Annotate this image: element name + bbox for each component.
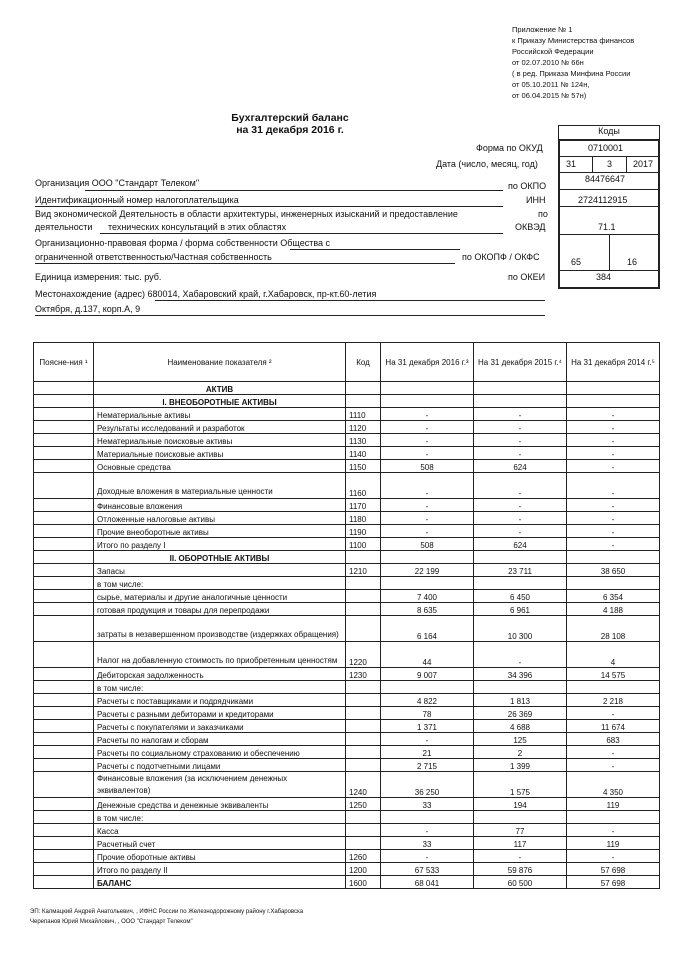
cell-value-a <box>381 811 474 824</box>
address-line-1: Местонахождение (адрес) 680014, Хабаровский край, г.Хабаровск, пр-кт.60-летия <box>35 289 377 299</box>
activity-line-2a: деятельности <box>35 222 93 232</box>
balance-table <box>33 342 660 889</box>
table-row <box>34 408 660 421</box>
cell-value-a: - <box>381 447 474 460</box>
cell-code <box>346 395 381 408</box>
cell-value-b: 1 399 <box>474 759 567 772</box>
cell-value-b: - <box>474 850 567 863</box>
cell-note <box>34 473 94 499</box>
cell-value-a: 36 250 <box>381 772 474 798</box>
cell-name: Расчеты по социальному страхованию и обеспечению <box>94 746 346 759</box>
cell-value-b: - <box>474 434 567 447</box>
cell-code <box>346 382 381 395</box>
cell-code: 1220 <box>346 642 381 668</box>
cell-name: Итого по разделу II <box>94 863 346 876</box>
opf-line-2: ограниченной ответственностью/Частная собственность <box>35 252 272 262</box>
cell-value-a: 2 715 <box>381 759 474 772</box>
okei-label: по ОКЕИ <box>508 272 546 282</box>
table-row <box>34 382 660 395</box>
cell-name: в том числе: <box>94 811 346 824</box>
appendix-line: ( в ред. Приказа Минфина России <box>512 69 631 78</box>
cell-name: Расчеты с поставщиками и подрядчиками <box>94 694 346 707</box>
table-row <box>34 642 660 668</box>
cell-name: Нематериальные активы <box>94 408 346 421</box>
table-row <box>34 538 660 551</box>
cell-value-b: 59 876 <box>474 863 567 876</box>
title-line-2: на 31 декабря 2016 г. <box>236 124 344 136</box>
cell-code <box>346 590 381 603</box>
cell-value-a <box>381 551 474 564</box>
cell-note <box>34 447 94 460</box>
cell-value-a: 4 822 <box>381 694 474 707</box>
table-header-row <box>34 343 660 382</box>
inn-value: 2724112915 <box>578 195 628 205</box>
cell-value-a: 9 007 <box>381 668 474 681</box>
cell-value-a <box>381 577 474 590</box>
cell-note <box>34 512 94 525</box>
cell-value-b: - <box>474 499 567 512</box>
table-row <box>34 720 660 733</box>
cell-code: 1120 <box>346 421 381 434</box>
cell-value-c: - <box>567 707 660 720</box>
cell-value-b: 125 <box>474 733 567 746</box>
cell-code: 1100 <box>346 538 381 551</box>
opf-line-1: Организационно-правовая форма / форма собственности Общества с <box>35 238 331 248</box>
cell-name: в том числе: <box>94 681 346 694</box>
table-row <box>34 746 660 759</box>
cell-code: 1230 <box>346 668 381 681</box>
cell-code: 1110 <box>346 408 381 421</box>
cell-code <box>346 720 381 733</box>
cell-value-a <box>381 382 474 395</box>
cell-code <box>346 577 381 590</box>
cell-value-b: - <box>474 473 567 499</box>
title-line-1: Бухгалтерский баланс <box>231 112 349 124</box>
cell-note <box>34 707 94 720</box>
table-row <box>34 512 660 525</box>
inn-label: Идентификационный номер налогоплательщика <box>35 195 239 205</box>
okved-label-2: ОКВЭД <box>515 222 546 232</box>
cell-value-a: 33 <box>381 837 474 850</box>
cell-note <box>34 590 94 603</box>
cell-code: 1240 <box>346 772 381 798</box>
cell-value-a: 6 164 <box>381 616 474 642</box>
date-label: Дата (число, месяц, год) <box>436 159 538 169</box>
table-row <box>34 564 660 577</box>
cell-name: Материальные поисковые активы <box>94 447 346 460</box>
okpo-value: 84476647 <box>585 174 626 184</box>
table-row <box>34 733 660 746</box>
cell-name: Итого по разделу I <box>94 538 346 551</box>
table-row <box>34 707 660 720</box>
cell-code: 1180 <box>346 512 381 525</box>
cell-value-c: - <box>567 824 660 837</box>
cell-note <box>34 811 94 824</box>
table-row <box>34 616 660 642</box>
cell-value-c: 4 350 <box>567 772 660 798</box>
cell-value-c: - <box>567 759 660 772</box>
cell-value-c <box>567 681 660 694</box>
cell-code: 1600 <box>346 876 381 889</box>
cell-value-a: 1 371 <box>381 720 474 733</box>
cell-name: Расчеты с подотчетными лицами <box>94 759 346 772</box>
cell-value-b: 60 500 <box>474 876 567 889</box>
cell-value-a: 8 635 <box>381 603 474 616</box>
signature-footer <box>30 907 303 927</box>
footer-line-1: ЭП: Калмацкий Андрей Анатольевич, , ИФНС России по Железнодорожному району г.Хабаровска <box>30 909 304 915</box>
cell-value-c: - <box>567 499 660 512</box>
cell-value-c: - <box>567 512 660 525</box>
cell-value-b <box>474 811 567 824</box>
cell-name: затраты в незавершенном производстве (издержках обращения) <box>94 616 346 642</box>
cell-value-c: 119 <box>567 837 660 850</box>
okud-label: Форма по ОКУД <box>476 143 543 153</box>
header-2014: На 31 декабря 2014 г.⁵ <box>567 343 660 382</box>
org-label-text: Организация <box>35 178 90 188</box>
cell-name: Нематериальные поисковые активы <box>94 434 346 447</box>
cell-code <box>346 694 381 707</box>
cell-note <box>34 616 94 642</box>
table-row <box>34 460 660 473</box>
cell-name: Дебиторская задолженность <box>94 668 346 681</box>
okei-value: 384 <box>596 272 612 282</box>
table-row <box>34 863 660 876</box>
cell-value-b: 1 575 <box>474 772 567 798</box>
cell-value-c <box>567 811 660 824</box>
cell-note <box>34 603 94 616</box>
inn-code-label: ИНН <box>526 195 546 205</box>
table-row <box>34 694 660 707</box>
cell-name: Основные средства <box>94 460 346 473</box>
date-month: 3 <box>607 159 613 169</box>
cell-value-a: 68 041 <box>381 876 474 889</box>
cell-name: Прочие внеоборотные активы <box>94 525 346 538</box>
cell-value-b: 117 <box>474 837 567 850</box>
cell-value-b: - <box>474 512 567 525</box>
table-row <box>34 668 660 681</box>
cell-name: БАЛАНС <box>94 876 346 889</box>
cell-value-a <box>381 395 474 408</box>
cell-note <box>34 421 94 434</box>
cell-code <box>346 824 381 837</box>
cell-code: 1210 <box>346 564 381 577</box>
cell-value-b: 34 396 <box>474 668 567 681</box>
cell-code: 1170 <box>346 499 381 512</box>
cell-note <box>34 694 94 707</box>
appendix-line: к Приказу Министерства финансов <box>512 36 635 45</box>
cell-note <box>34 408 94 421</box>
cell-value-b: 6 961 <box>474 603 567 616</box>
table-row <box>34 395 660 408</box>
table-row <box>34 811 660 824</box>
cell-note <box>34 499 94 512</box>
cell-value-b <box>474 577 567 590</box>
cell-value-b: 6 450 <box>474 590 567 603</box>
cell-note <box>34 382 94 395</box>
cell-code <box>346 837 381 850</box>
header-code: Код <box>346 343 381 382</box>
cell-note <box>34 746 94 759</box>
cell-value-b: 4 688 <box>474 720 567 733</box>
footer-line-2: Черепанов Юрий Михайлович, , ООО "Стандарт Телеком" <box>30 919 193 925</box>
cell-code: 1200 <box>346 863 381 876</box>
cell-value-b: 77 <box>474 824 567 837</box>
cell-note <box>34 850 94 863</box>
cell-name: Отложенные налоговые активы <box>94 512 346 525</box>
cell-value-a: 22 199 <box>381 564 474 577</box>
cell-value-b: - <box>474 642 567 668</box>
cell-value-b: 624 <box>474 460 567 473</box>
cell-value-c: - <box>567 408 660 421</box>
cell-value-c: 57 698 <box>567 863 660 876</box>
cell-value-b: - <box>474 525 567 538</box>
cell-note <box>34 772 94 798</box>
cell-code: 1260 <box>346 850 381 863</box>
cell-code: 1130 <box>346 434 381 447</box>
org-label <box>35 178 199 188</box>
cell-value-c: 4 <box>567 642 660 668</box>
activity-line-1: Вид экономической Деятельность в области архитектуры, инженерных изысканий и предоставление <box>35 209 458 219</box>
cell-value-b: - <box>474 408 567 421</box>
table-row <box>34 577 660 590</box>
table-row <box>34 525 660 538</box>
cell-value-c <box>567 382 660 395</box>
okud-value: 0710001 <box>588 143 624 153</box>
cell-value-c: - <box>567 421 660 434</box>
cell-code <box>346 551 381 564</box>
cell-name: Расчеты по налогам и сборам <box>94 733 346 746</box>
cell-code: 1140 <box>346 447 381 460</box>
cell-code: 1160 <box>346 473 381 499</box>
cell-value-a: - <box>381 499 474 512</box>
cell-value-c: 6 354 <box>567 590 660 603</box>
cell-value-c: 119 <box>567 798 660 811</box>
cell-code: 1150 <box>346 460 381 473</box>
cell-name: Прочие оборотные активы <box>94 850 346 863</box>
table-row <box>34 837 660 850</box>
okved-label-1: по <box>538 209 548 219</box>
cell-value-a: 508 <box>381 538 474 551</box>
cell-value-a: - <box>381 434 474 447</box>
cell-value-c <box>567 551 660 564</box>
cell-name: I. ВНЕОБОРОТНЫЕ АКТИВЫ <box>94 395 346 408</box>
cell-value-c: 2 218 <box>567 694 660 707</box>
table-row <box>34 772 660 798</box>
okfs-value: 16 <box>627 257 638 267</box>
cell-note <box>34 876 94 889</box>
org-name: ООО "Стандарт Телеком" <box>91 178 200 188</box>
table-row <box>34 759 660 772</box>
cell-value-c: - <box>567 460 660 473</box>
appendix-line: Российской Федерации <box>512 47 594 56</box>
cell-value-a: 33 <box>381 798 474 811</box>
table-row <box>34 824 660 837</box>
table-row <box>34 551 660 564</box>
cell-note <box>34 577 94 590</box>
cell-value-a: 78 <box>381 707 474 720</box>
cell-note <box>34 863 94 876</box>
cell-code <box>346 681 381 694</box>
cell-name: Запасы <box>94 564 346 577</box>
cell-note <box>34 460 94 473</box>
table-row <box>34 421 660 434</box>
cell-note <box>34 668 94 681</box>
cell-name: Денежные средства и денежные эквиваленты <box>94 798 346 811</box>
cell-value-c: 14 575 <box>567 668 660 681</box>
cell-code <box>346 733 381 746</box>
header-note: Поясне-ния ¹ <box>34 343 94 382</box>
appendix-line: Приложение № 1 <box>512 25 573 34</box>
cell-value-c: 28 108 <box>567 616 660 642</box>
cell-code <box>346 603 381 616</box>
cell-value-a: 7 400 <box>381 590 474 603</box>
cell-value-c: - <box>567 850 660 863</box>
cell-value-c: - <box>567 447 660 460</box>
cell-name: II. ОБОРОТНЫЕ АКТИВЫ <box>94 551 346 564</box>
table-row <box>34 603 660 616</box>
unit-label: Единица измерения: тыс. руб. <box>35 272 162 282</box>
cell-value-b: 26 369 <box>474 707 567 720</box>
table-row <box>34 850 660 863</box>
cell-value-c: 38 650 <box>567 564 660 577</box>
date-day: 31 <box>566 159 577 169</box>
cell-code <box>346 759 381 772</box>
cell-value-b: 2 <box>474 746 567 759</box>
cell-value-c: 57 698 <box>567 876 660 889</box>
cell-name: Расчеты с покупателями и заказчиками <box>94 720 346 733</box>
cell-value-b <box>474 395 567 408</box>
cell-note <box>34 759 94 772</box>
table-row <box>34 447 660 460</box>
header-2015: На 31 декабря 2015 г.⁴ <box>474 343 567 382</box>
cell-value-a: - <box>381 512 474 525</box>
table-row <box>34 473 660 499</box>
cell-value-c: 4 188 <box>567 603 660 616</box>
cell-value-c: - <box>567 434 660 447</box>
cell-name: Финансовые вложения <box>94 499 346 512</box>
cell-note <box>34 564 94 577</box>
cell-note <box>34 642 94 668</box>
cell-value-a: 67 533 <box>381 863 474 876</box>
cell-value-a: 21 <box>381 746 474 759</box>
okopf-label: по ОКОПФ / ОКФС <box>462 252 540 262</box>
cell-note <box>34 538 94 551</box>
appendix-line: от 05.10.2011 № 124н, <box>512 80 590 89</box>
activity-line-2b: технических консультаций в этих областях <box>108 222 287 232</box>
cell-note <box>34 434 94 447</box>
okpo-label: по ОКПО <box>508 181 547 191</box>
cell-note <box>34 395 94 408</box>
document-title <box>215 112 365 136</box>
cell-value-b <box>474 681 567 694</box>
header-2016: На 31 декабря 2016 г.³ <box>381 343 474 382</box>
table-row <box>34 681 660 694</box>
cell-name: Расчетный счет <box>94 837 346 850</box>
cell-value-a: - <box>381 408 474 421</box>
cell-code: 1190 <box>346 525 381 538</box>
cell-value-b: - <box>474 447 567 460</box>
table-row <box>34 798 660 811</box>
cell-value-c <box>567 395 660 408</box>
cell-value-c: - <box>567 473 660 499</box>
cell-value-b: 10 300 <box>474 616 567 642</box>
cell-value-a: 44 <box>381 642 474 668</box>
appendix-line: от 02.07.2010 № 66н <box>512 58 584 67</box>
cell-name: Результаты исследований и разработок <box>94 421 346 434</box>
cell-value-a: - <box>381 824 474 837</box>
cell-value-c: 683 <box>567 733 660 746</box>
cell-value-a: - <box>381 473 474 499</box>
cell-name: АКТИВ <box>94 382 346 395</box>
cell-value-b: - <box>474 421 567 434</box>
cell-value-c: - <box>567 538 660 551</box>
balance-table-body <box>34 382 660 889</box>
cell-note <box>34 733 94 746</box>
cell-note <box>34 837 94 850</box>
cell-note <box>34 551 94 564</box>
cell-value-b <box>474 551 567 564</box>
okved-value: 71.1 <box>598 222 616 232</box>
appendix-note <box>512 24 634 101</box>
cell-value-a: - <box>381 850 474 863</box>
cell-name: готовая продукция и товары для перепродажи <box>94 603 346 616</box>
okopf-value: 65 <box>571 257 582 267</box>
cell-value-b <box>474 382 567 395</box>
cell-name: сырье, материалы и другие аналогичные ценности <box>94 590 346 603</box>
cell-code <box>346 616 381 642</box>
cell-value-b: 23 711 <box>474 564 567 577</box>
cell-value-b: 624 <box>474 538 567 551</box>
address-line-2: Октября, д.137, корп.А, 9 <box>35 304 141 314</box>
date-year: 2017 <box>633 159 654 169</box>
cell-value-a: - <box>381 525 474 538</box>
cell-value-b: 1 813 <box>474 694 567 707</box>
cell-name: Касса <box>94 824 346 837</box>
cell-note <box>34 720 94 733</box>
cell-value-c: 11 674 <box>567 720 660 733</box>
cell-note <box>34 824 94 837</box>
cell-value-b: 194 <box>474 798 567 811</box>
header-name: Наименование показателя ² <box>94 343 346 382</box>
cell-note <box>34 681 94 694</box>
cell-note <box>34 525 94 538</box>
cell-name: в том числе: <box>94 577 346 590</box>
codes-header: Коды <box>558 125 660 140</box>
cell-value-c: - <box>567 746 660 759</box>
table-row <box>34 876 660 889</box>
cell-value-a <box>381 681 474 694</box>
table-row <box>34 590 660 603</box>
cell-value-a: - <box>381 733 474 746</box>
cell-name: Доходные вложения в материальные ценности <box>94 473 346 499</box>
cell-code <box>346 811 381 824</box>
cell-name: Налог на добавленную стоимость по приобретенным ценностям <box>94 642 346 668</box>
cell-code <box>346 746 381 759</box>
cell-value-a: - <box>381 421 474 434</box>
table-row <box>34 434 660 447</box>
cell-value-c: - <box>567 525 660 538</box>
cell-code <box>346 707 381 720</box>
cell-code: 1250 <box>346 798 381 811</box>
cell-value-a: 508 <box>381 460 474 473</box>
cell-name: Финансовые вложения (за исключением денежных эквивалентов) <box>94 772 346 798</box>
cell-name: Расчеты с разными дебиторами и кредиторами <box>94 707 346 720</box>
cell-note <box>34 798 94 811</box>
table-row <box>34 499 660 512</box>
appendix-line: от 06.04.2015 № 57н) <box>512 91 587 100</box>
cell-value-c <box>567 577 660 590</box>
